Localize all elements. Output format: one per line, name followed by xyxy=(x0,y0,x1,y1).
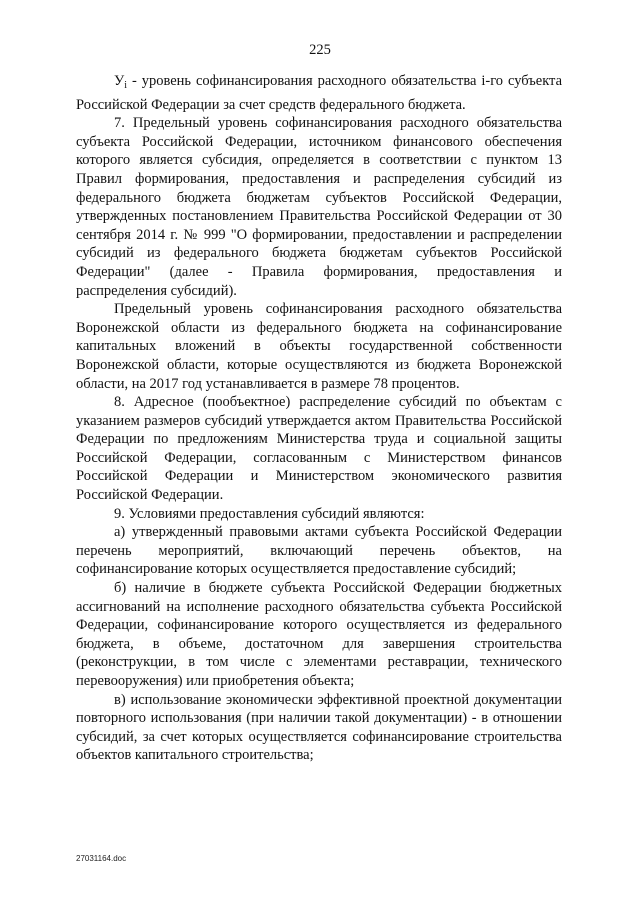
variable-definition xyxy=(76,72,562,114)
variable-subscript: i xyxy=(124,80,128,91)
paragraph-9v: в) использование экономически эффективной проектной документации повторного использования (при наличии такой документации) - в отношении субсидий, за счет которых осуществляется софинансирование строительства объектов капитального строительства; xyxy=(76,691,562,764)
variable-symbol xyxy=(114,73,127,89)
paragraph-9b: б) наличие в бюджете субъекта Российской Федерации бюджетных ассигнований на исполнение расходного обязательства субъекта Российской Федерации, софинансирование которого осуществляется из федерального бюджета, в объеме, достаточном для завершения строительства (реконструкции, в том числе с элементами реставрации, технического перевооружения) или приобретения объекта; xyxy=(76,580,562,689)
variable-letter: У xyxy=(114,73,125,89)
paragraph-7-level: Предельный уровень софинансирования расходного обязательства Воронежской области из федерального бюджета на софинансирование капитальных вложений в объекты государственной собственности Воронежской области, которые осуществляются из бюджета Воронежской области, на 2017 год устанавливается в размере 78 процентов. xyxy=(76,301,562,392)
paragraph-9a: а) утвержденный правовыми актами субъекта Российской Федерации перечень мероприятий, включающий перечень объектов, на софинансирование которых осуществляется предоставление субсидий; xyxy=(76,524,562,578)
page-number: 225 xyxy=(309,42,331,58)
variable-description: - уровень софинансирования расходного обязательства i-го субъекта Российской Федерации за счет средств федерального бюджета. xyxy=(76,73,562,113)
paragraph-7: 7. Предельный уровень софинансирования расходного обязательства субъекта Российской Федерации, источником финансового обеспечения которого является субсидия, определяется в соответствии с пунктом 13 Правил формирования, предоставления и распределения субсидий из федерального бюджета бюджетам субъектов Российской Федерации, утвержденных постановлением Правительства Российской Федерации от 30 сентября 2014 г. № 999 "О формировании, предоставлении и распределении субсидий из федерального бюджета бюджетам субъектов Российской Федерации" (далее - Правила формирования, предоставления и распределения субсидий). xyxy=(76,115,562,299)
footer-filename: 27031164.doc xyxy=(76,854,127,863)
document-body xyxy=(76,72,562,765)
paragraph-9: 9. Условиями предоставления субсидий являются: xyxy=(114,505,425,522)
paragraph-8: 8. Адресное (пообъектное) распределение субсидий по объектам с указанием размеров субсидий утверждается актом Правительства Российской Федерации по предложениям Министерства труда и социальной защиты Российской Федерации, согласованным с Министерством финансов Российской Федерации и Министерством экономического развития Российской Федерации. xyxy=(76,394,562,504)
